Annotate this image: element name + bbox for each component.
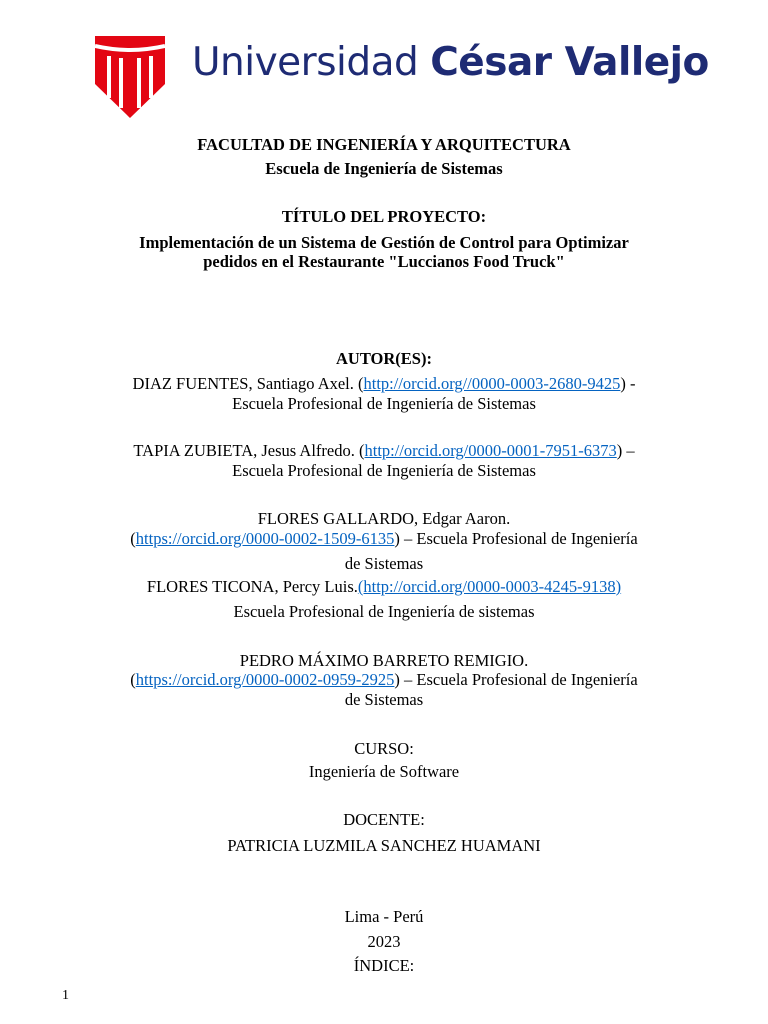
year: 2023	[367, 932, 401, 951]
authors-heading: AUTOR(ES):	[336, 349, 432, 368]
author-2-after: ) –	[616, 441, 635, 460]
author-1-school: Escuela Profesional de Ingeniería de Sistemas	[232, 394, 536, 413]
author-5-orcid-prefix: (	[130, 670, 136, 689]
author-3-orcid-prefix: (	[130, 529, 136, 548]
author-4-school: Escuela Profesional de Ingeniería de sistemas	[233, 602, 535, 621]
author-3-after: ) – Escuela Profesional de Ingeniería	[394, 529, 638, 548]
author-5-name: PEDRO MÁXIMO BARRETO REMIGIO.	[239, 651, 529, 670]
author-2-school: Escuela Profesional de Ingeniería de Sistemas	[232, 461, 536, 480]
city: Lima - Perú	[344, 907, 424, 926]
author-2-line	[0, 441, 768, 461]
author-5-line	[0, 670, 768, 690]
author-5-after: ) – Escuela Profesional de Ingeniería	[394, 670, 638, 689]
page-number: 1	[62, 988, 69, 1003]
university-logo	[95, 36, 709, 120]
author-1-after: ) -	[620, 374, 636, 393]
author-3-school: de Sistemas	[344, 554, 424, 573]
author-4-line	[0, 577, 768, 597]
author-2-name: TAPIA ZUBIETA, Jesus Alfredo. (	[133, 441, 365, 460]
school-title: Escuela de Ingeniería de Sistemas	[265, 159, 503, 178]
author-2-orcid-link[interactable]: http://orcid.org/0000-0001-7951-6373	[364, 441, 617, 460]
author-3-orcid-link[interactable]: https://orcid.org/0000-0002-1509-6135	[135, 529, 395, 548]
author-1-line	[0, 374, 768, 394]
author-3-name: FLORES GALLARDO, Edgar Aaron.	[257, 509, 511, 528]
university-wordmark	[192, 40, 709, 85]
author-5-orcid-link[interactable]: https://orcid.org/0000-0002-0959-2925	[135, 670, 395, 689]
university-name: César Vallejo	[430, 40, 709, 85]
university-prefix: Universidad	[192, 40, 419, 85]
author-5-school: de Sistemas	[344, 690, 424, 709]
author-4-orcid-link[interactable]: (http://orcid.org/0000-0003-4245-9138)	[357, 577, 622, 596]
author-3-line	[0, 529, 768, 549]
title-heading: TÍTULO DEL PROYECTO:	[281, 207, 487, 226]
teacher-heading: DOCENTE:	[343, 810, 425, 829]
author-1-name: DIAZ FUENTES, Santiago Axel. (	[132, 374, 364, 393]
faculty-title: FACULTAD DE INGENIERÍA Y ARQUITECTURA	[197, 135, 571, 154]
project-title-line-1: Implementación de un Sistema de Gestión de Control para Optimizar	[139, 233, 629, 252]
teacher-name: PATRICIA LUZMILA SANCHEZ HUAMANI	[227, 836, 541, 855]
course-heading: CURSO:	[354, 739, 414, 758]
index-heading: ÍNDICE:	[353, 956, 415, 975]
course-name: Ingeniería de Software	[308, 762, 460, 781]
university-shield-icon	[95, 36, 165, 118]
author-1-orcid-link[interactable]: http://orcid.org//0000-0003-2680-9425	[363, 374, 621, 393]
project-title-line-2: pedidos en el Restaurante "Luccianos Food Truck"	[203, 252, 565, 271]
author-4-name: FLORES TICONA, Percy Luis.	[146, 577, 358, 596]
